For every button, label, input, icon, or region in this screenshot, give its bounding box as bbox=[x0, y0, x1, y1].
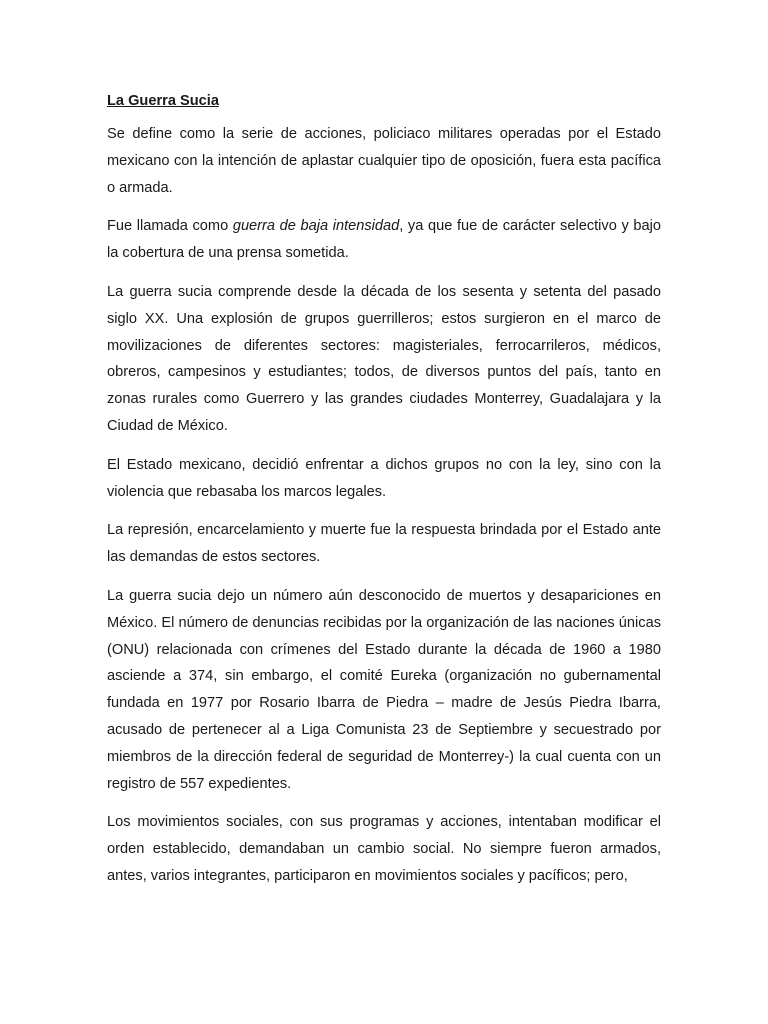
paragraph-definition: Se define como la serie de acciones, policiaco militares operadas por el Estado mexicano con la intención de aplastar cualquier tipo de oposición, fuera esta pacífica o armada. bbox=[107, 126, 661, 196]
paragraph-repression: La represión, encarcelamiento y muerte fue la respuesta brindada por el Estado ante las demandas de estos sectores. bbox=[107, 522, 661, 566]
document-page bbox=[107, 88, 661, 902]
paragraph-social-movements: Los movimientos sociales, con sus programas y acciones, intentaban modificar el orden establecido, demandaban un cambio social. No siempre fueron armados, antes, varios integrantes, participaron en movimientos sociales y pacíficos; pero, bbox=[107, 814, 661, 884]
paragraph-low-intensity-start: Fue llamada como bbox=[107, 218, 233, 235]
paragraph-period: La guerra sucia comprende desde la década de los sesenta y setenta del pasado siglo XX. Una explosión de grupos guerrilleros; estos surgieron en el marco de movilizaciones de diferentes sectores: magisteriales, ferrocarrileros, médicos, obreros, campesinos y estudiantes; todos, de diversos puntos del país, tanto en zonas rurales como Guerrero y las grandes ciudades Monterrey, Guadalajara y la Ciudad de México. bbox=[107, 283, 661, 434]
paragraph-low-intensity bbox=[107, 213, 661, 267]
paragraph-low-intensity-end: , ya que fue de carácter selectivo y bajo la cobertura de una prensa sometida. bbox=[107, 218, 661, 262]
paragraph-state-response: El Estado mexicano, decidió enfrentar a dichos grupos no con la ley, sino con la violencia que rebasaba los marcos legales. bbox=[107, 456, 661, 500]
document-title: La Guerra Sucia bbox=[107, 93, 219, 109]
paragraph-victims: La guerra sucia dejo un número aún desconocido de muertos y desapariciones en México. El número de denuncias recibidas por la organización de las naciones únicas (ONU) relacionada con crímenes del Estado durante la década de 1960 a 1980 asciende a 374, sin embargo, el comité Eureka (organización no gubernamental fundada en 1977 por Rosario Ibarra de Piedra – madre de Jesús Piedra Ibarra, acusado de pertenecer al a Liga Comunista 23 de Septiembre y secuestrado por miembros de la dirección federal de seguridad de Monterrey-) la cual cuenta con un registro de 557 expedientes. bbox=[107, 587, 661, 792]
paragraph-low-intensity-italic: guerra de baja intensidad bbox=[232, 218, 400, 235]
